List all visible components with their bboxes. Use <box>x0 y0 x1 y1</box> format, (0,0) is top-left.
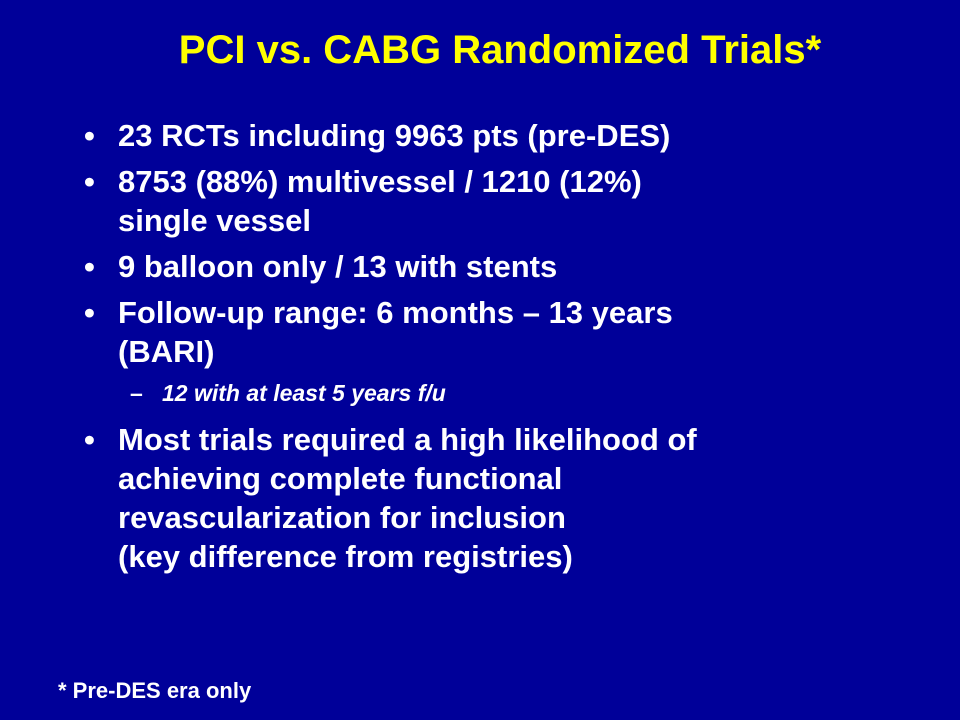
sub-bullet-marker: – <box>130 380 143 406</box>
bullet-line: single vessel <box>118 203 312 238</box>
bullet-text <box>118 420 934 576</box>
bullet-line: 23 RCTs including 9963 pts (pre-DES) <box>118 118 671 153</box>
bullet-item <box>84 116 934 155</box>
bullet-item <box>84 420 934 576</box>
bullet-line: revascularization for inclusion <box>118 500 566 535</box>
slide-title: PCI vs. CABG Randomized Trials* <box>178 28 822 72</box>
bullet-marker: • <box>84 249 95 284</box>
bullet-marker: • <box>84 295 95 330</box>
bullet-item <box>84 247 934 286</box>
bullet-line: Most trials required a high likelihood of <box>118 422 697 457</box>
bullet-line: Follow-up range: 6 months – 13 years <box>118 295 673 330</box>
bullet-marker: • <box>84 422 95 457</box>
bullet-text <box>118 162 934 240</box>
bullet-item <box>84 293 934 371</box>
sub-bullet-text: 12 with at least 5 years f/u <box>162 380 446 406</box>
bullet-line: 9 balloon only / 13 with stents <box>118 249 558 284</box>
footnote: * Pre-DES era only <box>58 678 252 703</box>
bullet-list <box>84 116 934 583</box>
bullet-line: (key difference from registries) <box>118 539 573 574</box>
bullet-text <box>118 247 934 286</box>
bullet-line: achieving complete functional <box>118 461 563 496</box>
bullet-marker: • <box>84 164 95 199</box>
bullet-marker: • <box>84 118 95 153</box>
bullet-text <box>118 293 934 371</box>
bullet-text <box>118 116 934 155</box>
sub-bullet-item <box>84 378 934 408</box>
bullet-line: 8753 (88%) multivessel / 1210 (12%) <box>118 164 642 199</box>
bullet-item <box>84 162 934 240</box>
bullet-line: (BARI) <box>118 334 215 369</box>
